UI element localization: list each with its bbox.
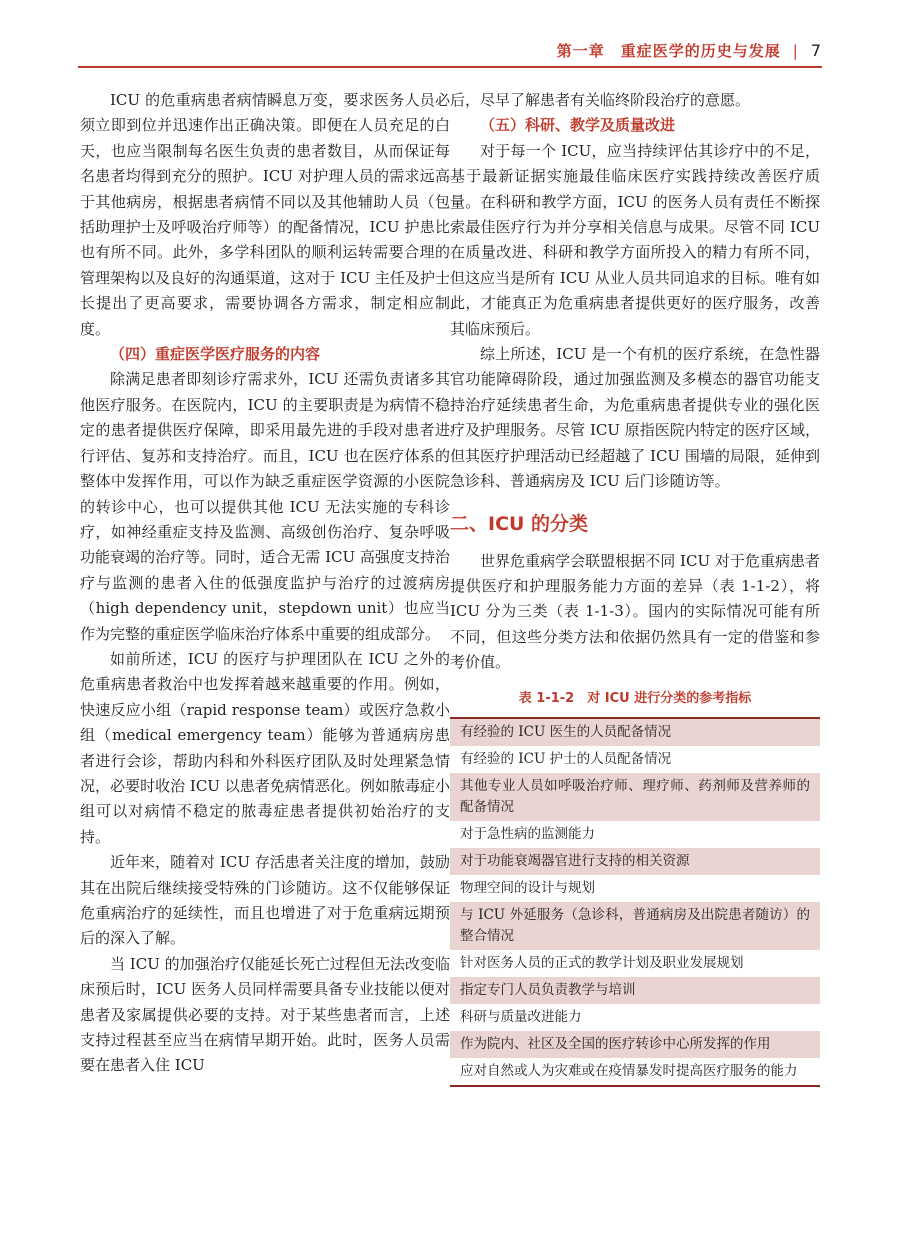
header-rule [78, 66, 822, 68]
paragraph: 综上所述，ICU 是一个有机的医疗系统，在急性器官功能障碍阶段，通过加强监测及多模态的器官功能支持治疗延续患者生命，为危重病患者提供专业的强化医疗及护理服务。尽管 ICU 原指医院内特定的医疗区域，但其医疗护理活动已经超越了 ICU 围墙的局限，延伸到急诊科、普通病房及 ICU 后门诊随访等。 [450, 345, 820, 491]
table-row: 指定专门人员负责教学与培训 [450, 977, 820, 1004]
paragraph-continued: 后，尽早了解患者有关临终阶段治疗的意愿。 [450, 91, 751, 109]
running-header [557, 40, 822, 61]
section-heading-2: 二、ICU 的分类 [450, 512, 589, 535]
table-row: 科研与质量改进能力 [460, 1008, 582, 1025]
table-row: 针对医务人员的正式的教学计划及职业发展规划 [460, 954, 744, 971]
header-separator: | [792, 41, 799, 60]
table-row: 对于功能衰竭器官进行支持的相关资源 [450, 848, 820, 875]
table-row: 对于急性病的监测能力 [460, 825, 595, 842]
table-row: 物理空间的设计与规划 [460, 879, 595, 896]
paragraph: 近年来，随着对 ICU 存活患者关注度的增加，鼓励其在出院后继续接受特殊的门诊随访。这不仅能够保证危重病治疗的延续性，而且也增进了对于危重病远期预后的深入了解。 [80, 853, 450, 948]
section-heading-5: （五）科研、教学及质量改进 [480, 116, 676, 135]
table-row: 应对自然或人为灾难或在疫情暴发时提高医疗服务的能力 [460, 1062, 798, 1079]
page-number: 7 [810, 41, 822, 60]
chapter-title: 第一章 重症医学的历史与发展 [556, 42, 781, 60]
table-row: 有经验的 ICU 医生的人员配备情况 [450, 719, 820, 746]
table-caption: 表 1-1-2 对 ICU 进行分类的参考指标 [518, 690, 752, 706]
left-column [80, 88, 450, 1079]
paragraph: 当 ICU 的加强治疗仅能延长死亡过程但无法改变临床预后时，ICU 医务人员同样需要具备专业技能以便对患者及家属提供必要的支持。对于某些患者而言，上述支持过程甚至应当在病情早期开始。此时，医务人员需要在患者入住 ICU [80, 954, 450, 1075]
section-heading-4: （四）重症医学医疗服务的内容 [110, 345, 321, 364]
top-bar [0, 0, 900, 30]
classification-table [450, 717, 820, 1087]
table-row: 作为院内、社区及全国的医疗转诊中心所发挥的作用 [450, 1031, 820, 1058]
paragraph: 如前所述，ICU 的医疗与护理团队在 ICU 之外的危重病患者救治中也发挥着越来越重要的作用。例如，快速反应小组（rapid response team）或医疗急救小组（medical emergency team）能够为普通病房患者进行会诊，帮助内科和外科医疗团队及时处理紧急情况，必要时收治 ICU 以患者免病情恶化。例如脓毒症小组可以对病情不稳定的脓毒症患者提供初始治疗的支持。 [80, 649, 450, 846]
table-row: 与 ICU 外延服务（急诊科，普通病房及出院患者随访）的整合情况 [450, 902, 820, 950]
paragraph: ICU 的危重病患者病情瞬息万变，要求医务人员必须立即到位并迅速作出正确决策。即便在人员充足的白天，也应当限制每名医生负责的患者数目，从而保证每名患者均得到充分的照护。ICU 对护理人员的需求远高于其他病房，根据患者病情不同以及其他辅助人员（包括助理护士及呼吸治疗师等）的配备情况，ICU 护患比也有所不同。此外，多学科团队的顺利运转需要合理的管理架构以及良好的沟通渠道，这对于 ICU 主任及护士长提出了更高要求，需要协调各方需求，制定相应制度。 [80, 91, 450, 338]
right-column [450, 88, 820, 1087]
table-row: 其他专业人员如呼吸治疗师、理疗师、药剂师及营养师的配备情况 [450, 773, 820, 821]
table-row: 有经验的 ICU 护士的人员配备情况 [460, 750, 672, 767]
paragraph: 对于每一个 ICU，应当持续评估其诊疗中的不足，基于最新证据实施最佳临床医疗实践持续改善医疗质量。在科研和教学方面，ICU 的医务人员有责任不断探索最佳医疗行为并分享相关信息与成果。尽管不同 ICU 在质量改进、科研和教学方面所投入的精力有所不同，但这应当是所有 ICU 从业人员共同追求的目标。唯有如此，才能真正为危重病患者提供更好的医疗服务，改善其临床预后。 [450, 141, 820, 338]
paragraph: 世界危重病学会联盟根据不同 ICU 对于危重病患者提供医疗和护理服务能力方面的差异（表 1-1-2），将 ICU 分为三类（表 1-1-3）。国内的实际情况可能有所不同，但这些分类方法和依据仍然具有一定的借鉴和参考价值。 [450, 551, 820, 672]
paragraph: 除满足患者即刻诊疗需求外，ICU 还需负责诸多其他医疗服务。在医院内，ICU 的主要职责是为病情不稳定的患者提供医疗保障，即采用最先进的手段对患者进行评估、复苏和支持治疗。而且，ICU 也在医疗体系的整体中发挥作用，可以作为缺乏重症医学资源的小医院的转诊中心，也可以提供其他 ICU 无法实施的专科诊疗，如神经重症支持及监测、高级创伤治疗、复杂呼吸功能衰竭的治疗等。同时，适合无需 ICU 高强度支持治疗与监测的患者入住的低强度监护与治疗的过渡病房（high dependency unit，stepdown unit）也应当作为完整的重症医学临床治疗体系中重要的组成部分。 [80, 370, 450, 643]
